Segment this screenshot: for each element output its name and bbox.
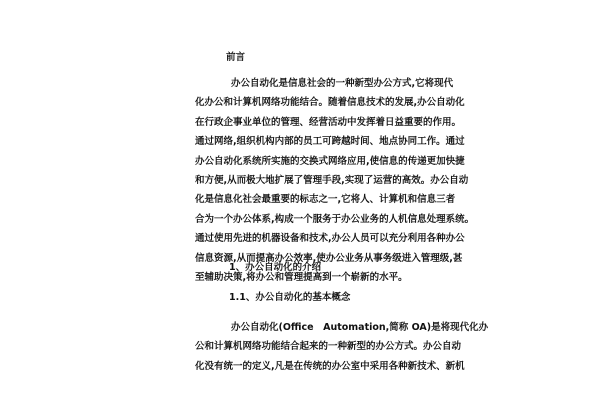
oa-definition-paragraph [195,318,489,376]
page-title: 前言 [226,52,246,63]
subsection-heading: 1.1、办公自动化的基本概念 [229,292,351,303]
paragraph-line: 通过使用先进的机器设备和技术,办公人员可以充分利用各种办公 [195,233,465,245]
paragraph-line: 办公自动化系统所实施的交换式网络应用,使信息的传递更加快捷 [195,155,465,167]
paragraph-line: 化没有统一的定义,凡是在传统的办公室中采用各种新技术、新机 [195,360,465,372]
paragraph-line: 办公自动化(Office Automation,简称 OA)是将现代化办 [231,322,489,333]
paragraph-line: 通过网络,组织机构内部的员工可跨越时间、地点协同工作。通过 [195,136,465,148]
section-heading: 1、办公自动化的介绍 [229,262,322,273]
paragraph-line: 至辅助决策,将办公和管理提高到一个崭新的水平。 [195,271,408,283]
paragraph-line: 公和计算机网络功能结合起来的一种新型的办公方式。办公自动 [195,341,462,353]
paragraph-line: 化办公和计算机网络功能结合。随着信息技术的发展,办公自动化 [195,97,465,109]
preface-paragraph [195,74,475,287]
paragraph-line: 在行政企事业单位的管理、经营活动中发挥着日益重要的作用。 [195,116,462,128]
paragraph-line: 办公自动化是信息社会的一种新型办公方式,它将现代 [231,78,454,89]
paragraph-line: 信息资源,从而提高办公效率,使办公业务从事务级进入管理级,甚 [195,252,463,264]
paragraph-line: 化是信息化社会最重要的标志之一,它将人、计算机和信息三者 [195,194,456,206]
paragraph-line: 和方便,从而极大地扩展了管理手段,实现了运营的高效。办公自动 [195,174,469,186]
paragraph-line: 合为一个办公体系,构成一个服务于办公业务的人机信息处理系统。 [195,213,475,225]
